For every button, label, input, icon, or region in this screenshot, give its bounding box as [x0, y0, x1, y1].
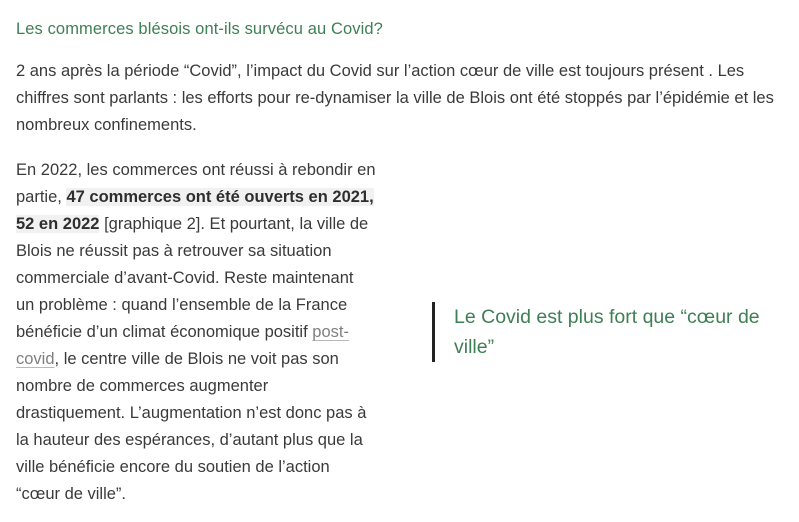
pull-quote: Le Covid est plus fort que “cœur de ville”	[432, 302, 784, 362]
body-text-part2: [graphique 2]. Et pourtant, la ville de Blois ne réussit pas à retrouver sa situation commerciale d’avant-Covid. Reste maintenant un problème : quand l’ensemble de la France bénéficie d’un climat économique positif	[16, 215, 369, 341]
highlighted-figures: 47 commerces ont été ouverts en 2021, 52 en 2022	[16, 188, 374, 233]
body-text-part1: En 2022, les commerces ont réussi à rebondir en partie,	[16, 161, 376, 206]
body-text-part3: , le centre ville de Blois ne voit pas son nombre de commerces augmenter drastiquement. L’augmentation n’est donc pas à la hauteur des espérances, d’autant plus que la ville bénéficie encore du soutien de l’action “cœur de ville”.	[16, 350, 367, 503]
post-covid-link[interactable]: post-covid	[16, 323, 349, 368]
body-paragraph	[16, 157, 376, 508]
article-heading: Les commerces blésois ont-ils survécu au Covid?	[16, 20, 383, 38]
intro-paragraph: 2 ans après la période “Covid”, l’impact du Covid sur l’action cœur de ville est toujours présent . Les chiffres sont parlants : les efforts pour re-dynamiser la ville de Blois ont été stoppés par l’épidémie et les nombreux confinements.	[16, 62, 774, 134]
